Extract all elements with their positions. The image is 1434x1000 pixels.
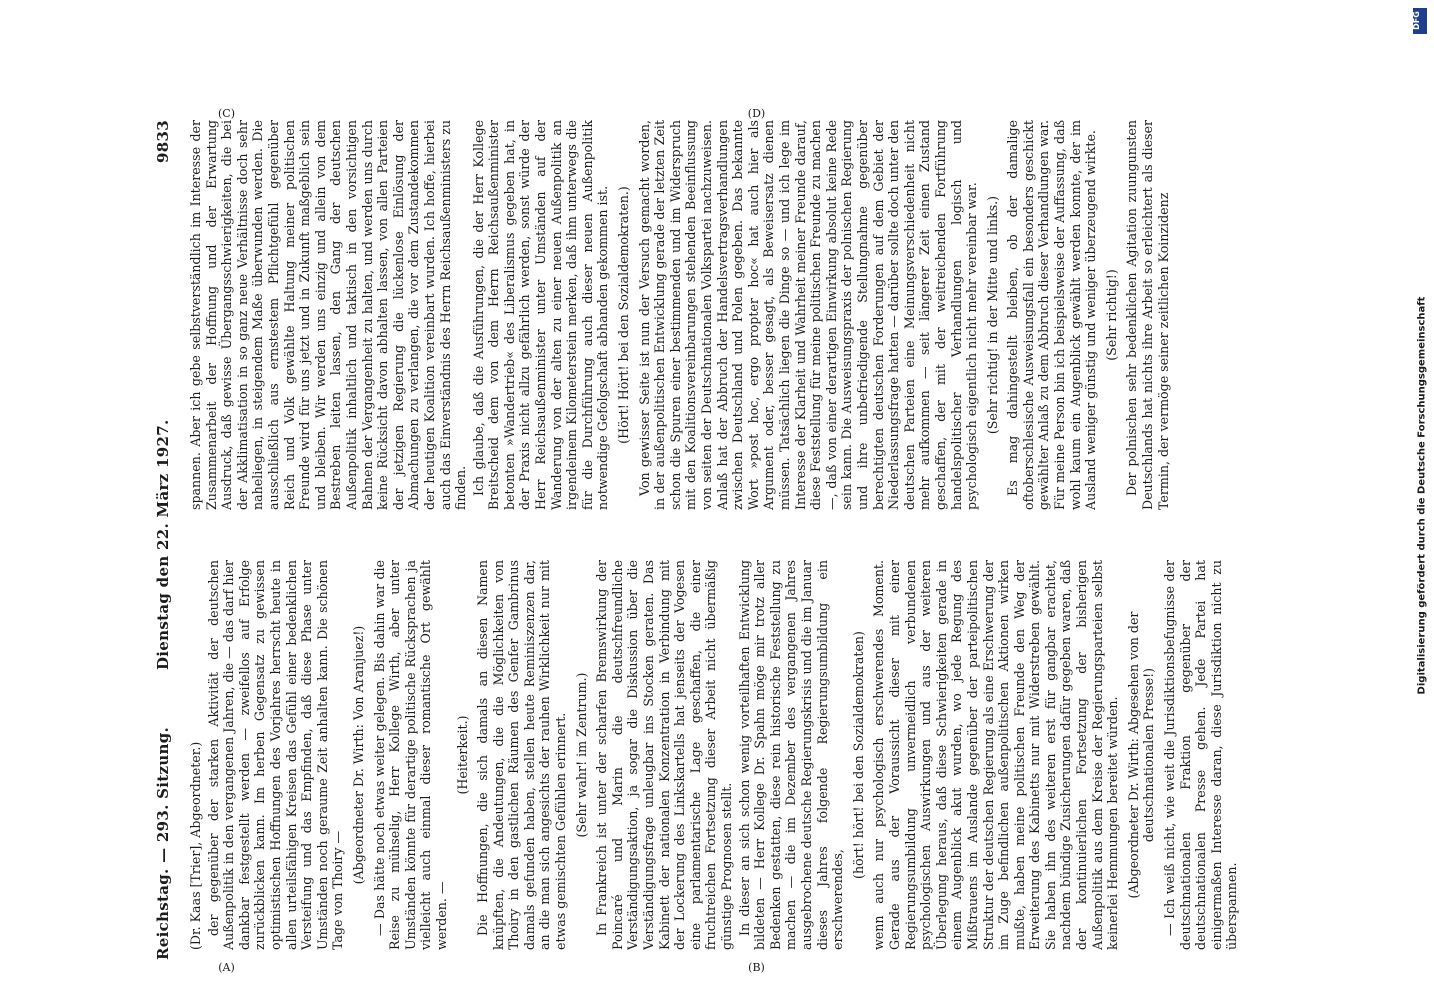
margin-marker-b: (B) bbox=[748, 961, 765, 975]
paragraph: wenn auch nur psychologisch erschwerendes Moment. Gerade aus der Voraussicht dieser mit einer Regierungsumbildung unvermeidlich verbundenen psychologischen Auswirkungen und aus der weiteren Überlegung heraus, daß diese Schwierigkeiten gerade in einem Augenblick akut wurden, wo jede Regung des Mißtrauens im Auslande gegenüber der parteipolitischen Struktur der deutschen Regierung als eine Erschwerung der im Zuge befindlichen außenpolitischen Aktionen wirken mußte, haben meine politischen Freunde den Weg der Erweiterung des Kabinetts nur mit Widerstreben gewählt. Sie haben ihn des weiteren erst für gangbar erachtet, nachdem bündige Zusicherungen dafür gegeben waren, daß der kontinuierlichen Fortsetzung der bisherigen Außenpolitik aus dem Kreise der Regierungsparteien selbst keinerlei Hemmungen bereitet würden. bbox=[871, 560, 1121, 950]
interjection: (Heiterkeit.) bbox=[454, 715, 470, 795]
paragraph: — Das hätte noch etwas weiter gelegen. Bis dahin war die Reise zu mühselig, Herr Kollege Wirth, aber unter Umständen könnte für derartige politische Rücksprachen ja vielleicht auch einmal dieser romantische Ort gewählt werden. — bbox=[371, 560, 449, 950]
interjection: (Abgeordneter Dr. Wirth: Abgesehen von der deutschnationalen Presse!) bbox=[1125, 611, 1157, 899]
margin-marker-d: (D) bbox=[747, 106, 766, 120]
paragraph: spannen. Aber ich gebe selbstverständlich im Interesse der Zusammenarbeit der Hoffnung und der Erwartung Ausdruck, daß gewisse Übergangsschwierigkeiten, die bei der Akklimatisation in so ganz neue Verhältnisse doch sehr naheliegen, in steigendem Maße überwunden werden. Die ausschließlich aus ernstestem Pflichtgefühl gegenüber Reich und Volk gewählte Haltung meiner politischen Freunde wird für uns jetzt und in Zukunft maßgeblich sein und bleiben. Wir werden uns einzig und allein von dem Bestreben leiten lassen, den Gang der deutschen Außenpolitik inhaltlich und taktisch in den vorsichtigen Bahnen der Vergangenheit zu halten, und werden uns durch keine Rücksicht davon abhalten lassen, von allen Parteien der jetzigen Regierung die lückenlose Einlösung der Abmachungen zu verlangen, die vor dem Zustandekommen der heutigen Koalition vereinbart wurden. Ich hoffe, hierbei auch das Einverständnis des Herrn Reichsaußenministers zu finden. bbox=[188, 120, 469, 510]
credit-text: Digitalisierung gefördert durch die Deutsche Forschungsgemeinschaft bbox=[1416, 296, 1428, 695]
speaker-line: (Dr. Kaas [Trier], Abgeordneter.) bbox=[188, 741, 203, 950]
margin-marker-a: (A) bbox=[218, 961, 235, 975]
interjection: (Sehr richtig! in der Mitte und links.) bbox=[984, 195, 1000, 435]
paragraph: der gegenüber der starken Aktivität der deutschen Außenpolitik in den vergangenen Jahren, die — das darf hier dankbar festgestellt werden — zweifellos auf Erfolge zurückblicken kann. Im herben Gegensatz zu gewissen optimistischen Hoffnungen des Vorjahres herrscht heute in allen urteilsfähigen Kreisen das Gefühl einer bedenklichen Versteifung und das Empfinden, daß diese Phase unter Umständen noch geraume Zeit anhalten kann. Die schönen Tage von Thoiry — bbox=[205, 560, 346, 950]
interjection: (Sehr richtig!) bbox=[1103, 269, 1119, 361]
margin-marker-c: (C) bbox=[218, 107, 235, 120]
interjection: (Sehr wahr! im Zentrum.) bbox=[573, 672, 589, 838]
interjection: (Hört! Hört! bei den Sozialdemokraten.) bbox=[616, 186, 632, 444]
paragraph: Der polnischen sehr bedenklichen Agitation zuungunsten Deutschlands hat nichts ihre Arbeit so erleichtert als dieser Termin, der vermöge seiner zeitlichen Koinzidenz bbox=[1124, 120, 1171, 510]
paragraph: Ich glaube, daß die Ausführungen, die der Herr Kollege Breitscheid dem von dem Herrn Reichsaußenminister betonten »Wandertrieb« des Liberalismus gegeben hat, in der Praxis nicht allzu gefährlich werden, sonst würde der Herr Reichsaußenminister unter Umständen auf der Wanderung von der alten zu einer neuen Außenpolitik an irgendeinem Kilometerstein merken, daß ihm unterwegs die für die Durchführung auch dieser neuen Außenpolitik notwendige Gefolgschaft abhanden gekommen ist. bbox=[470, 120, 611, 510]
paragraph: In Frankreich ist unter der scharfen Bremswirkung der Poincaré und Marin die deutschfreundliche Verständigungsaktion, ja sogar die Diskussion über die Verständigungsfrage unleugbar ins Stocken geraten. Das Kabinett der nationalen Konzentration in Verbindung mit der Lockerung des Linkskartells hat jenseits der Vogesen eine parlamentarische Lage geschaffen, die einer fruchtreichen Fortsetzung dieser Arbeit nicht übermäßig günstige Prognosen stellt. bbox=[594, 560, 734, 950]
dfg-logo-text: DFG bbox=[1411, 11, 1421, 30]
paragraph: — Ich weiß nicht, wie weit die Jurisdiktionsbefugnisse der deutschnationalen Fraktion gegenüber der deutschnationalen Presse gehen. Jede Partei hat einigermaßen Interesse daran, diese Jurisdiktion nicht zu überspannen. bbox=[1162, 560, 1240, 950]
paragraph: Von gewisser Seite ist nun der Versuch gemacht worden, in der außenpolitischen Entwicklung gerade der letzten Zeit schon die Spuren einer bestimmenden und im Widerspruch mit den Koalitionsvereinbarungen stehenden Beeinflussung von seiten der Deutschnationalen Volkspartei nachzuweisen. Anlaß hat der Abbruch der Handelsvertragsverhandlungen zwischen Deutschland und Polen gegeben. Das bekannte Wort »post hoc, ergo propter hoc« hat auch hier als Argument oder, besser gesagt, als Beweisersatz dienen müssen. Tatsächlich liegen die Dinge so — und ich lege im Interesse der Klarheit und Wahrheit meiner Freunde darauf, diese Feststellung für meine politischen Freunde zu machen —, daß von einer derartigen Einwirkung absolut keine Rede sein kann. Die Ausweisungspraxis der polnischen Regierung und ihre unbefriedigende Stellungnahme gegenüber berechtigten deutschen Forderungen auf dem Gebiet der Niederlassungsfrage hatten — darüber sollte doch unter den deutschen Parteien eine Meinungsverschiedenheit nicht mehr aufkommen — seit längerer Zeit einen Zustand geschaffen, der mit der weitreichenden Fortführung handelspolitischer Verhandlungen logisch und psychologisch eigentlich nicht mehr vereinbar war. bbox=[636, 120, 980, 510]
paragraph: Die Hoffnungen, die sich damals an diesen Namen knüpften, die Andeutungen, die die Möglichkeiten von Thoiry in den gastlichen Räumen des Genfer Gambrinus damals gefunden haben, stellen heute Reminiszenzen dar, an die man sich angesichts der rauhen Wirklichkeit nur mit etwas gemischten Gefühlen erinnert. bbox=[475, 560, 569, 950]
right-column bbox=[188, 120, 1318, 510]
paragraph: Es mag dahingestellt bleiben, ob der damalige oftoberschlesische Ausweisungsfall ein besonders geschickt gewählter Anlaß zu dem Abbruch dieser Verhandlungen war. Für meine Person bin ich beispielsweise der Auffassung, daß wohl kaum ein Augenblick gewählt werden konnte, der im Ausland weniger günstig und weniger überzeugend wirkte. bbox=[1005, 120, 1099, 510]
interjection: (hört! hört! bei den Sozialdemokraten) bbox=[850, 631, 866, 879]
header-session: Reichstag. — 293. Sitzung. bbox=[154, 726, 172, 960]
left-column bbox=[188, 560, 1318, 950]
page-number: 9833 bbox=[154, 120, 172, 163]
dfg-logo bbox=[1413, 8, 1427, 34]
interjection: (Abgeordneter Dr. Wirth: Von Aranjuez!) bbox=[350, 625, 366, 885]
paragraph: In dieser an sich schon wenig vorteilhaften Entwicklung bildeten — Herr Kollege Dr. Spahn möge mir trotz aller Bedenken gestatten, diese rein historische Feststellung zu machen — die im Dezember des vergangenen Jahres ausgebrochene deutsche Regierungskrisis und die im Januar dieses Jahres folgende Regierungsumbildung ein erschwerendes, bbox=[736, 560, 846, 950]
newspaper-page bbox=[150, 90, 1330, 975]
digitization-credit bbox=[1412, 20, 1426, 980]
page-header bbox=[150, 90, 178, 970]
header-date: Dienstag den 22. März 1927. bbox=[154, 419, 172, 670]
